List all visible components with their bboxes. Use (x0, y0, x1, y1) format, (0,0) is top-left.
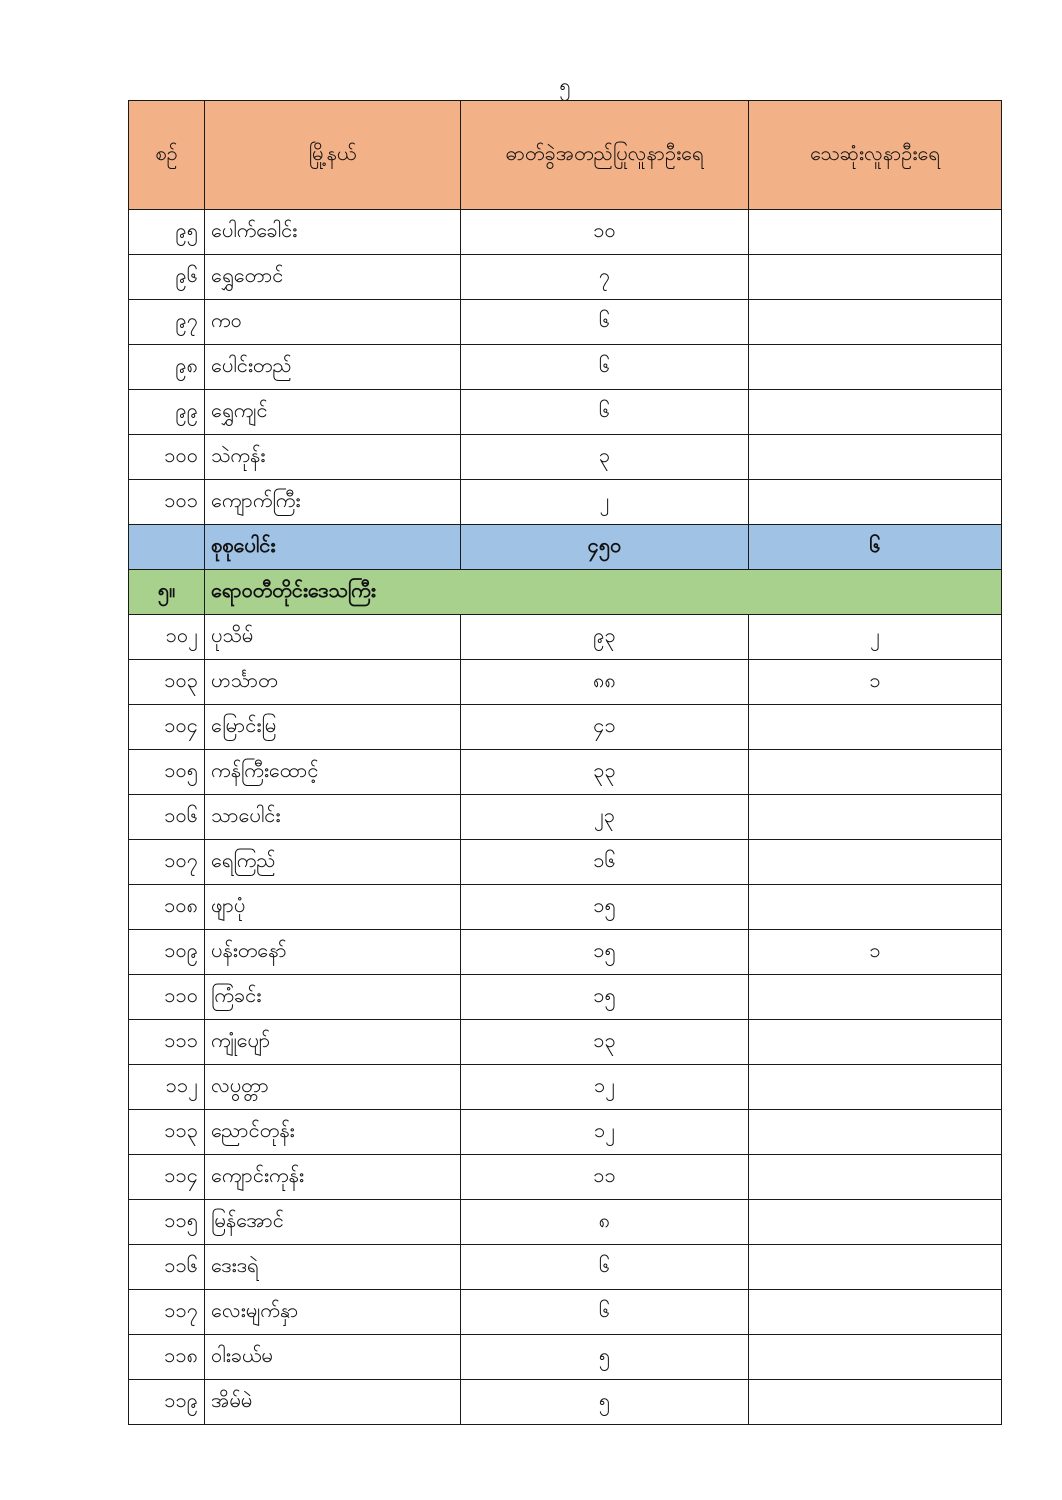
death-count (749, 1155, 1002, 1200)
row-number: ၉၉ (129, 390, 205, 435)
table-row (129, 345, 1002, 390)
total-confirmed: ၄၅၀ (461, 525, 749, 570)
township-name: ပန်းတနော် (205, 930, 461, 975)
death-count: ၁ (749, 660, 1002, 705)
row-number: ၉၆ (129, 255, 205, 300)
row-number: ၁၀၀ (129, 435, 205, 480)
row-number: ၁၁၆ (129, 1245, 205, 1290)
confirmed-count: ၁၆ (461, 840, 749, 885)
table-row (129, 615, 1002, 660)
death-count (749, 210, 1002, 255)
table-row (129, 300, 1002, 345)
confirmed-count: ၁၃ (461, 1020, 749, 1065)
death-count (749, 435, 1002, 480)
header-township: မြို့နယ် (205, 101, 461, 210)
confirmed-count: ၆ (461, 345, 749, 390)
death-count (749, 750, 1002, 795)
table-row (129, 390, 1002, 435)
death-count (749, 885, 1002, 930)
region-row (129, 570, 1002, 615)
death-count (749, 1335, 1002, 1380)
row-number: ၁၀၃ (129, 660, 205, 705)
row-number: ၁၁၉ (129, 1380, 205, 1425)
death-count (749, 255, 1002, 300)
township-name: ကြံခင်း (205, 975, 461, 1020)
township-name: မြန်အောင် (205, 1200, 461, 1245)
confirmed-count: ၅ (461, 1335, 749, 1380)
table-row (129, 660, 1002, 705)
confirmed-count: ၃၃ (461, 750, 749, 795)
death-count (749, 705, 1002, 750)
confirmed-count: ၂၃ (461, 795, 749, 840)
township-name: ရွှေတောင် (205, 255, 461, 300)
row-number: ၉၇ (129, 300, 205, 345)
township-name: ကဝ (205, 300, 461, 345)
table-row (129, 1110, 1002, 1155)
township-name: ကျောက်ကြီး (205, 480, 461, 525)
table-body (129, 210, 1002, 1425)
row-number: ၁၀၁ (129, 480, 205, 525)
township-name: ဝါးခယ်မ (205, 1335, 461, 1380)
row-number: ၉၈ (129, 345, 205, 390)
table-row (129, 705, 1002, 750)
confirmed-count: ၇ (461, 255, 749, 300)
row-number: ၁၁၈ (129, 1335, 205, 1380)
township-name: ဒေးဒရဲ (205, 1245, 461, 1290)
township-name: အိမ်မဲ (205, 1380, 461, 1425)
row-number: ၁၀၆ (129, 795, 205, 840)
confirmed-count: ၆ (461, 300, 749, 345)
table-row (129, 255, 1002, 300)
township-name: သာပေါင်း (205, 795, 461, 840)
township-name: ရေကြည် (205, 840, 461, 885)
row-number: ၁၁၄ (129, 1155, 205, 1200)
region-number: ၅။ (129, 570, 205, 615)
row-number: ၁၁၀ (129, 975, 205, 1020)
township-name: သဲကုန်း (205, 435, 461, 480)
township-name: လေးမျက်နှာ (205, 1290, 461, 1335)
row-number: ၁၀၅ (129, 750, 205, 795)
confirmed-count: ၈ (461, 1200, 749, 1245)
covid-township-table (128, 100, 1002, 1425)
table-row (129, 1155, 1002, 1200)
death-count (749, 840, 1002, 885)
confirmed-count: ၁၅ (461, 975, 749, 1020)
township-name: ပုသိမ် (205, 615, 461, 660)
death-count (749, 300, 1002, 345)
row-number: ၁၀၂ (129, 615, 205, 660)
total-row (129, 525, 1002, 570)
death-count (749, 1380, 1002, 1425)
header-row (129, 101, 1002, 210)
table-row (129, 1335, 1002, 1380)
table-row (129, 1020, 1002, 1065)
confirmed-count: ၁၀ (461, 210, 749, 255)
township-name: ကျောင်းကုန်း (205, 1155, 461, 1200)
row-number: ၁၁၅ (129, 1200, 205, 1245)
table-row (129, 210, 1002, 255)
township-name: ရွှေကျင် (205, 390, 461, 435)
township-name: ကျုံပျော် (205, 1020, 461, 1065)
township-name: ပေါက်ခေါင်း (205, 210, 461, 255)
header-confirmed: ဓာတ်ခွဲအတည်ပြုလူနာဦးရေ (461, 101, 749, 210)
confirmed-count: ၈၈ (461, 660, 749, 705)
table-row (129, 885, 1002, 930)
death-count (749, 390, 1002, 435)
death-count (749, 345, 1002, 390)
table-row (129, 435, 1002, 480)
row-number: ၁၀၈ (129, 885, 205, 930)
township-name: လပွတ္တာ (205, 1065, 461, 1110)
row-number: ၁၁၁ (129, 1020, 205, 1065)
death-count (749, 1110, 1002, 1155)
township-name: ပေါင်းတည် (205, 345, 461, 390)
row-number: ၁၀၉ (129, 930, 205, 975)
death-count (749, 1020, 1002, 1065)
table-row (129, 840, 1002, 885)
table-row (129, 930, 1002, 975)
total-no (129, 525, 205, 570)
table-row (129, 1065, 1002, 1110)
township-name: မြောင်းမြ (205, 705, 461, 750)
death-count (749, 795, 1002, 840)
row-number: ၁၁၃ (129, 1110, 205, 1155)
total-label: စုစုပေါင်း (205, 525, 461, 570)
death-count (749, 1065, 1002, 1110)
table-row (129, 795, 1002, 840)
confirmed-count: ၁၅ (461, 885, 749, 930)
row-number: ၁၁၇ (129, 1290, 205, 1335)
confirmed-count: ၄၁ (461, 705, 749, 750)
header-deaths: သေဆုံးလူနာဦးရေ (749, 101, 1002, 210)
table-row (129, 1380, 1002, 1425)
table-row (129, 975, 1002, 1020)
total-deaths: ၆ (749, 525, 1002, 570)
region-label: ရောဝတီတိုင်းဒေသကြီး (205, 570, 1002, 615)
death-count (749, 480, 1002, 525)
table-row (129, 1200, 1002, 1245)
confirmed-count: ၉၃ (461, 615, 749, 660)
table-row (129, 750, 1002, 795)
confirmed-count: ၃ (461, 435, 749, 480)
table-row (129, 1290, 1002, 1335)
township-name: ဖျာပုံ (205, 885, 461, 930)
death-count: ၂ (749, 615, 1002, 660)
confirmed-count: ၆ (461, 1290, 749, 1335)
confirmed-count: ၁၂ (461, 1065, 749, 1110)
death-count (749, 1245, 1002, 1290)
confirmed-count: ၂ (461, 480, 749, 525)
table-row (129, 480, 1002, 525)
death-count: ၁ (749, 930, 1002, 975)
row-number: ၁၀၄ (129, 705, 205, 750)
death-count (749, 975, 1002, 1020)
confirmed-count: ၆ (461, 390, 749, 435)
confirmed-count: ၁၁ (461, 1155, 749, 1200)
table-row (129, 1245, 1002, 1290)
confirmed-count: ၁၂ (461, 1110, 749, 1155)
township-name: ကန်ကြီးထောင့် (205, 750, 461, 795)
row-number: ၁၀၇ (129, 840, 205, 885)
row-number: ၉၅ (129, 210, 205, 255)
township-name: ဟင်္သာတ (205, 660, 461, 705)
death-count (749, 1200, 1002, 1245)
header-no: စဉ် (129, 101, 205, 210)
page-number: ၅ (559, 73, 571, 97)
township-name: ညောင်တုန်း (205, 1110, 461, 1155)
row-number: ၁၁၂ (129, 1065, 205, 1110)
confirmed-count: ၅ (461, 1380, 749, 1425)
confirmed-count: ၁၅ (461, 930, 749, 975)
confirmed-count: ၆ (461, 1245, 749, 1290)
death-count (749, 1290, 1002, 1335)
